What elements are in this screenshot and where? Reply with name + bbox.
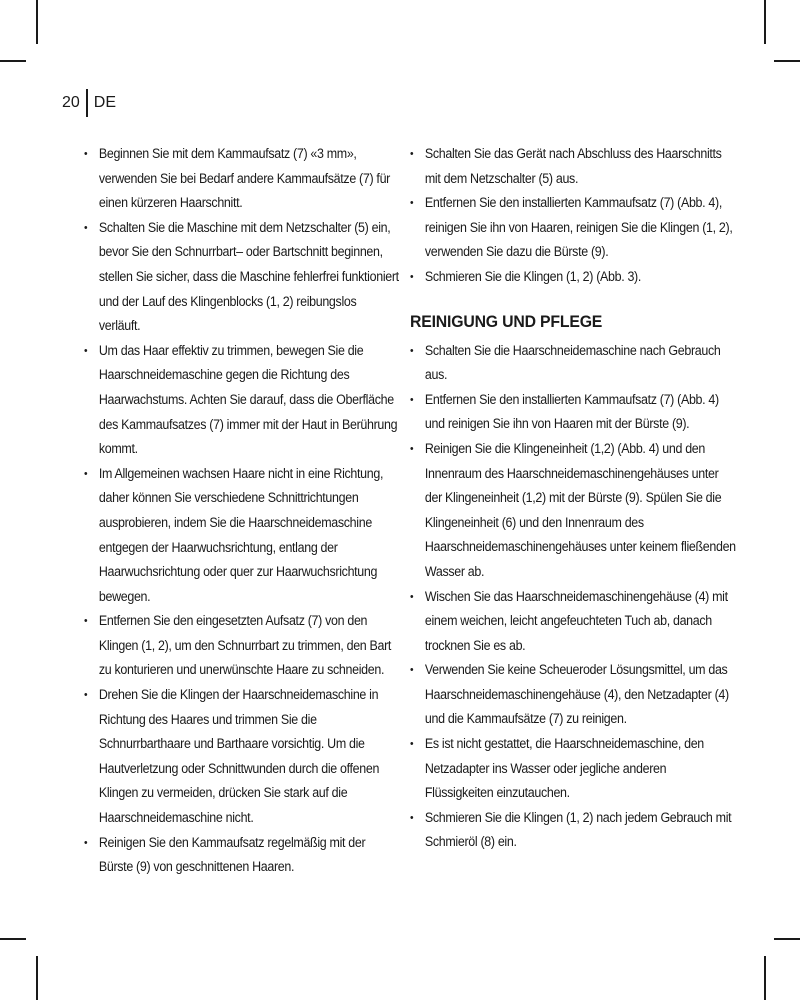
list-item: • Schalten Sie die Maschine mit dem Netzschalter (5) ein, bevor Sie den Schnurrbart– oder Bartschnitt beginnen, stellen Sie sicher, dass die Maschine fehlerfrei funktioniert und der Lauf des Klingenblocks (1, 2) reibungslos verläuft. [84, 216, 400, 339]
page-number: 20 [62, 94, 80, 111]
list-item: • Wischen Sie das Haarschneidemaschinengehäuse (4) mit einem weichen, leicht angefeuchteten Tuch ab, danach trocknen Sie es ab. [410, 585, 737, 659]
crop-mark-top-right-vertical [764, 0, 766, 44]
list-item: • Reinigen Sie den Kammaufsatz regelmäßig mit der Bürste (9) von geschnittenen Haaren. [84, 831, 400, 880]
list-item: • Schmieren Sie die Klingen (1, 2) nach jedem Gebrauch mit Schmieröl (8) ein. [410, 806, 737, 855]
crop-mark-top-right-horizontal [774, 60, 800, 62]
header-divider [86, 89, 88, 117]
language-label: DE [93, 94, 117, 111]
right-column [410, 142, 737, 855]
section-heading: REINIGUNG UND PFLEGE [410, 311, 603, 331]
list-item: • Entfernen Sie den installierten Kammaufsatz (7) (Abb. 4), reinigen Sie ihn von Haaren, reinigen Sie die Klingen (1, 2), verwenden Sie dazu die Bürste (9). [410, 191, 737, 265]
list-item: • Es ist nicht gestattet, die Haarschneidemaschine, den Netzadapter ins Wasser oder jegliche anderen Flüssigkeiten einzutauchen. [410, 732, 737, 806]
crop-mark-bottom-right-horizontal [774, 938, 800, 940]
list-item: • Schalten Sie das Gerät nach Abschluss des Haarschnitts mit dem Netzschalter (5) aus. [410, 142, 737, 191]
list-item: • Entfernen Sie den eingesetzten Aufsatz (7) von den Klingen (1, 2), um den Schnurrbart zu trimmen, den Bart zu konturieren und unerwünschte Haare zu schneiden. [84, 609, 400, 683]
left-bullet-list [84, 142, 400, 880]
crop-mark-bottom-left-vertical [36, 956, 38, 1000]
page-header [62, 90, 116, 116]
list-item: • Schalten Sie die Haarschneidemaschine nach Gebrauch aus. [410, 339, 737, 388]
cleaning-bullet-list [410, 339, 737, 855]
list-item: • Verwenden Sie keine Scheueroder Lösungsmittel, um das Haarschneidemaschinengehäuse (4), den Netzadapter (4) und die Kammaufsätze (7) zu reinigen. [410, 658, 737, 732]
list-item: • Um das Haar effektiv zu trimmen, bewegen Sie die Haarschneidemaschine gegen die Richtung des Haarwachstums. Achten Sie darauf, dass die Oberfläche des Kammaufsatzes (7) immer mit der Haut in Berührung kommt. [84, 339, 400, 462]
crop-mark-top-left-horizontal [0, 60, 26, 62]
list-item: • Beginnen Sie mit dem Kammaufsatz (7) «3 mm», verwenden Sie bei Bedarf andere Kammaufsätze (7) für einen kürzeren Haarschnitt. [84, 142, 400, 216]
crop-mark-bottom-right-vertical [764, 956, 766, 1000]
crop-mark-bottom-left-horizontal [0, 938, 26, 940]
crop-mark-top-left-vertical [36, 0, 38, 44]
left-column [84, 142, 400, 880]
right-top-bullet-list [410, 142, 737, 290]
list-item: • Entfernen Sie den installierten Kammaufsatz (7) (Abb. 4) und reinigen Sie ihn von Haaren mit der Bürste (9). [410, 388, 737, 437]
list-item: • Reinigen Sie die Klingeneinheit (1,2) (Abb. 4) und den Innenraum des Haarschneidemaschinengehäuses unter der Klingeneinheit (1,2) mit der Bürste (9). Spülen Sie die Klingeneinheit (6) und den Innenraum des Haarschneidemaschinengehäuses unter keinem fließenden Wasser ab. [410, 437, 737, 585]
list-item: • Im Allgemeinen wachsen Haare nicht in eine Richtung, daher können Sie verschiedene Schnittrichtungen ausprobieren, indem Sie die Haarschneidemaschine entgegen der Haarwuchsrichtung, entlang der Haarwuchsrichtung oder quer zur Haarwuchsrichtung bewegen. [84, 462, 400, 610]
list-item: • Schmieren Sie die Klingen (1, 2) (Abb. 3). [410, 265, 737, 290]
list-item: • Drehen Sie die Klingen der Haarschneidemaschine in Richtung des Haares und trimmen Sie die Schnurrbarthaare und Barthaare vorsichtig. Um die Hautverletzung oder Schnittwunden durch die offenen Klingen zu vermeiden, drücken Sie stark auf die Haarschneidemaschine nicht. [84, 683, 400, 831]
